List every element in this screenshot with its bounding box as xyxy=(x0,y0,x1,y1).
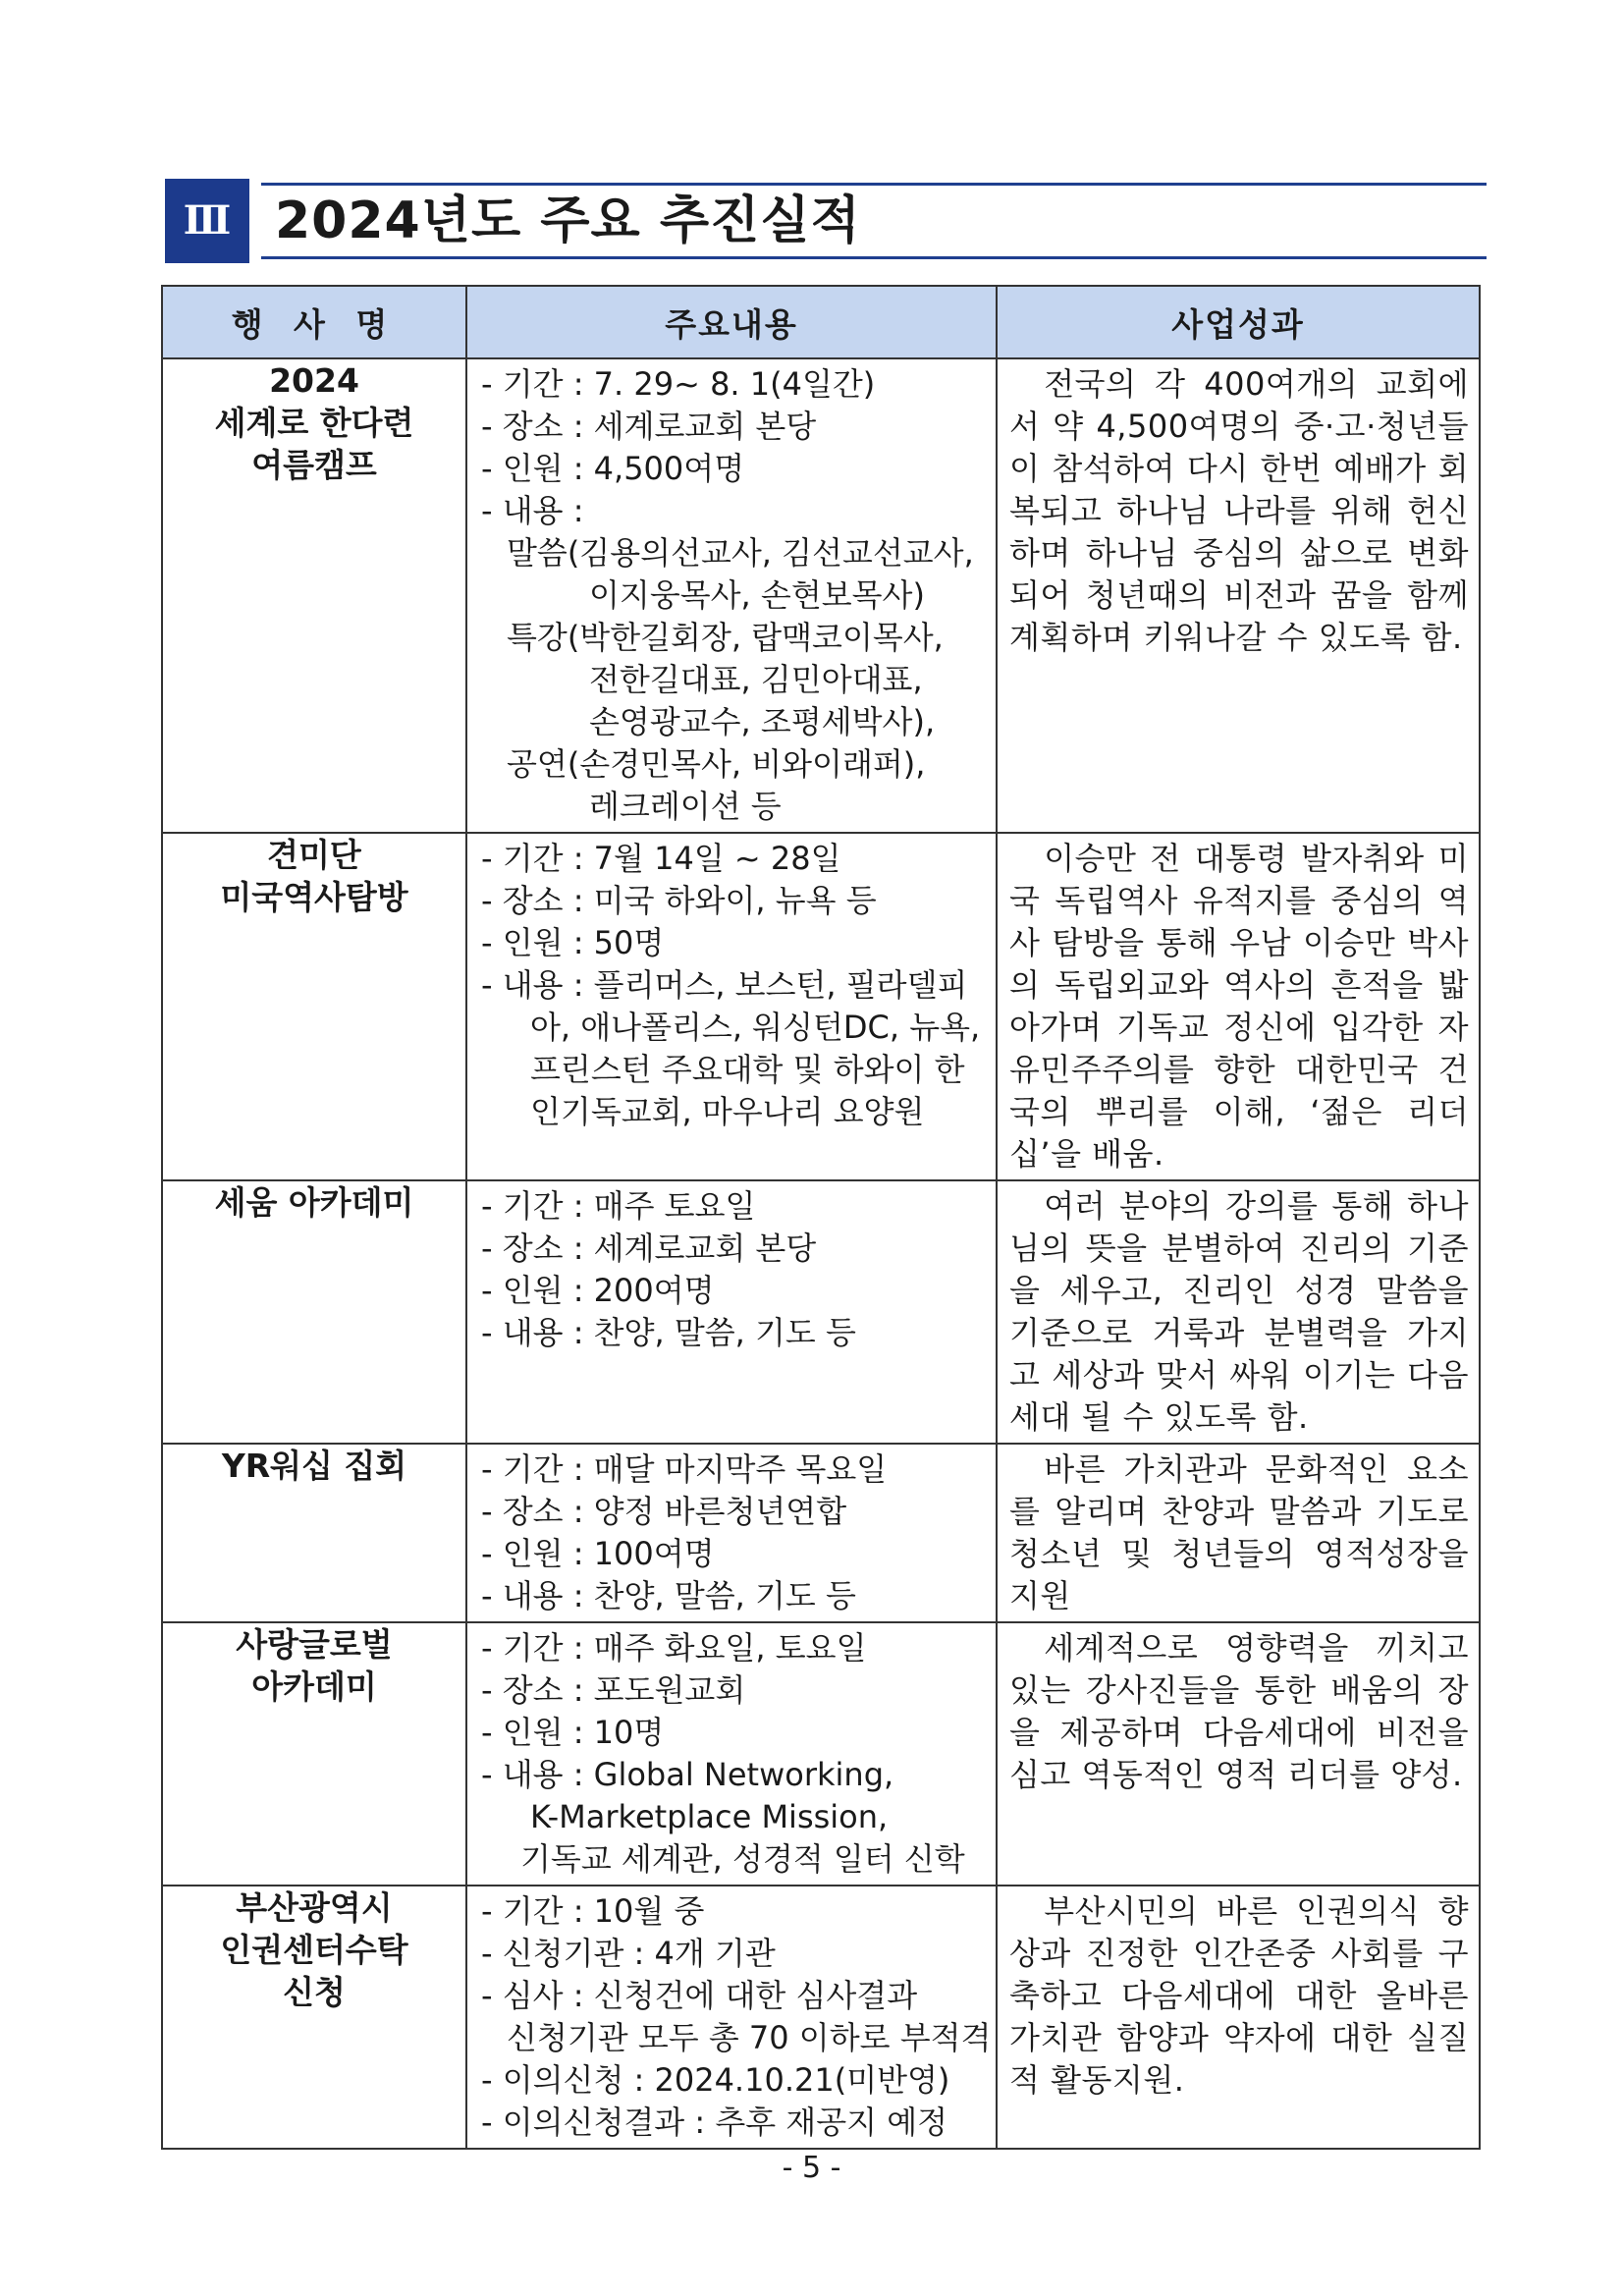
content-line: K-Marketplace Mission, xyxy=(530,1798,889,1835)
content-line: 레크레이션 등 xyxy=(589,788,782,825)
heading-rule-bottom xyxy=(261,256,1487,259)
content-line: - 이의신청 : 2024.10.21(미반영) xyxy=(481,2061,950,2099)
event-name-line: 부산광역시 xyxy=(236,1888,393,1927)
content-line: 손영광교수, 조평세박사), xyxy=(589,703,936,740)
event-name-line: 미국역사탐방 xyxy=(220,878,408,916)
result-cell: 여러 분야의 강의를 통해 하나님의 뜻을 분별하여 진리의 기준을 세우고, 진리인 성경 말씀을 기준으로 거룩과 분별력을 가지고 세상과 맞서 싸워 이기는 다음세대 될 수 있도록 함. xyxy=(997,1180,1480,1444)
content-line: - 장소 : 양정 바른청년연합 xyxy=(481,1493,847,1530)
content-cell xyxy=(466,1180,997,1444)
event-name-line: 여름캠프 xyxy=(251,446,377,484)
content-cell xyxy=(466,833,997,1180)
table-row xyxy=(162,1444,1480,1622)
content-line: - 내용 : 찬양, 말씀, 기도 등 xyxy=(481,1314,856,1351)
header-results: 사업성과 xyxy=(997,286,1480,358)
content-line: - 장소 : 미국 하와이, 뉴욕 등 xyxy=(481,882,877,919)
page-number: - 5 - xyxy=(782,2151,841,2185)
content-line: 전한길대표, 김민아대표, xyxy=(589,661,923,698)
content-line: - 기간 : 7. 29~ 8. 1(4일간) xyxy=(481,365,876,403)
content-line: - 심사 : 신청건에 대한 심사결과 xyxy=(481,1977,918,2014)
content-line: - 기간 : 7월 14일 ~ 28일 xyxy=(481,840,841,877)
content-line: - 내용 : 찬양, 말씀, 기도 등 xyxy=(481,1577,856,1614)
event-name-line: YR워십 집회 xyxy=(221,1447,407,1485)
content-line: - 인원 : 100여명 xyxy=(481,1535,715,1572)
content-cell xyxy=(466,1444,997,1622)
content-line: 신청기관 모두 총 70 이하로 부적격 xyxy=(507,2019,992,2056)
section-heading xyxy=(165,179,1487,263)
content-line: - 내용 : 플리머스, 보스턴, 필라델피 xyxy=(481,966,968,1004)
content-line: 기독교 세계관, 성경적 일터 신학 xyxy=(520,1840,965,1878)
content-line: - 내용 : xyxy=(481,492,584,529)
event-name-line: 인권센터수탁 xyxy=(220,1931,408,1969)
result-cell: 전국의 각 400여개의 교회에서 약 4,500여명의 중·고·청년들이 참석하여 다시 한번 예배가 회복되고 하나님 나라를 위해 헌신하며 하나님 중심의 삶으로 변화되어 청년때의 비전과 꿈을 함께 계획하며 키워나갈 수 있도록 함. xyxy=(997,358,1480,833)
event-name-cell xyxy=(162,1444,466,1622)
content-cell xyxy=(466,1886,997,2149)
table-header-row xyxy=(162,286,1480,358)
table-row xyxy=(162,833,1480,1180)
content-line: - 장소 : 세계로교회 본당 xyxy=(481,1230,817,1267)
event-name-line: 세움 아카데미 xyxy=(214,1183,414,1222)
table-row xyxy=(162,1180,1480,1444)
content-line: - 인원 : 4,500여명 xyxy=(481,450,745,487)
content-line: 이지웅목사, 손현보목사) xyxy=(589,576,925,614)
event-name-cell xyxy=(162,833,466,1180)
content-line: - 인원 : 200여명 xyxy=(481,1272,715,1309)
content-line: 공연(손경민목사, 비와이래퍼), xyxy=(507,745,926,783)
content-line: - 인원 : 10명 xyxy=(481,1714,665,1751)
content-line: - 이의신청결과 : 추후 재공지 예정 xyxy=(481,2104,948,2141)
event-name-line: 세계로 한다련 xyxy=(214,404,414,442)
table-row xyxy=(162,1622,1480,1886)
event-name-line: 견미단 xyxy=(267,836,361,874)
table-row xyxy=(162,358,1480,833)
section-title: 2024년도 주요 추진실적 xyxy=(275,191,861,250)
heading-rule-top xyxy=(261,183,1487,186)
event-name-cell xyxy=(162,1886,466,2149)
content-line: - 장소 : 포도원교회 xyxy=(481,1671,746,1709)
content-line: - 기간 : 매달 마지막주 목요일 xyxy=(481,1450,888,1488)
content-line: - 기간 : 매주 화요일, 토요일 xyxy=(481,1629,867,1667)
result-cell: 이승만 전 대통령 발자취와 미국 독립역사 유적지를 중심의 역사 탐방을 통해 우남 이승만 박사의 독립외교와 역사의 흔적을 밟아가며 기독교 정신에 입각한 자유민주주의를 향한 대한민국 건국의 뿌리를 이해, ‘젊은 리더십’을 배움. xyxy=(997,833,1480,1180)
result-cell: 바른 가치관과 문화적인 요소를 알리며 찬양과 말씀과 기도로 청소년 및 청년들의 영적성장을 지원 xyxy=(997,1444,1480,1622)
event-name-cell xyxy=(162,1180,466,1444)
content-line: - 신청기관 : 4개 기관 xyxy=(481,1935,776,1972)
content-line: 특강(박한길회장, 랍맥코이목사, xyxy=(507,619,944,656)
content-line: - 인원 : 50명 xyxy=(481,924,665,961)
achievements-table xyxy=(161,285,1481,2150)
result-cell: 부산시민의 바른 인권의식 향상과 진정한 인간존중 사회를 구축하고 다음세대에 대한 올바른 가치관 함양과 약자에 대한 실질적 활동지원. xyxy=(997,1886,1480,2149)
content-cell xyxy=(466,358,997,833)
event-name-line: 신청 xyxy=(283,1973,346,2011)
header-main-content: 주요내용 xyxy=(466,286,997,358)
event-name-line: 아카데미 xyxy=(251,1667,377,1706)
content-line: 말씀(김용의선교사, 김선교선교사, xyxy=(507,534,974,572)
content-line: 아, 애나폴리스, 워싱턴DC, 뉴욕, xyxy=(530,1009,981,1046)
content-line: - 기간 : 매주 토요일 xyxy=(481,1187,756,1225)
section-number-badge: Ⅲ xyxy=(165,179,249,263)
content-cell xyxy=(466,1622,997,1886)
result-cell: 세계적으로 영향력을 끼치고 있는 강사진들을 통한 배움의 장을 제공하며 다음세대에 비전을 심고 역동적인 영적 리더를 양성. xyxy=(997,1622,1480,1886)
event-name-cell xyxy=(162,358,466,833)
event-name-line: 사랑글로벌 xyxy=(236,1625,393,1664)
event-name-line: 2024 xyxy=(269,361,359,400)
content-line: 프린스턴 주요대학 및 하와이 한 xyxy=(530,1051,965,1088)
content-line: 인기독교회, 마우나리 요양원 xyxy=(530,1093,925,1130)
event-name-cell xyxy=(162,1622,466,1886)
content-line: - 장소 : 세계로교회 본당 xyxy=(481,408,817,445)
content-line: - 기간 : 10월 중 xyxy=(481,1892,705,1930)
header-event-name: 행 사 명 xyxy=(162,286,466,358)
content-line: - 내용 : Global Networking, xyxy=(481,1756,894,1793)
table-row xyxy=(162,1886,1480,2149)
